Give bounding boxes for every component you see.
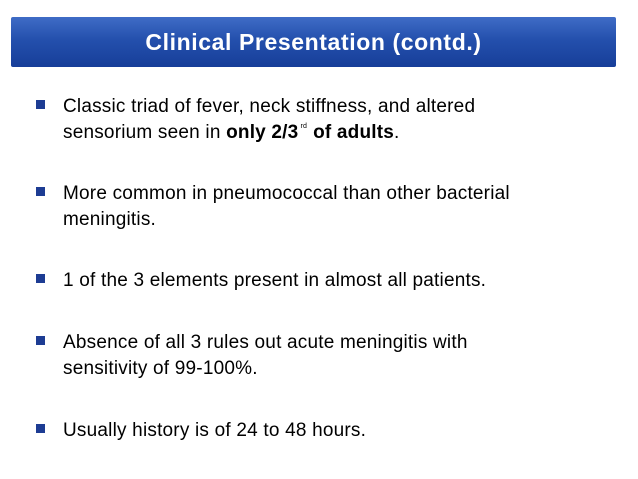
- emphasis-text: of adults: [313, 122, 395, 143]
- bullet-text: [63, 268, 563, 294]
- bullet-text: [63, 181, 563, 233]
- bullet-text: [63, 330, 563, 382]
- bullet-line: Absence of all 3 rules out acute meningitis with: [63, 332, 468, 353]
- bullet-line: [63, 120, 563, 146]
- square-bullet-icon: [36, 274, 45, 283]
- text-run: sensorium seen in: [63, 122, 227, 143]
- bullet-line: Classic triad of fever, neck stiffness, and altered: [63, 96, 476, 117]
- bullet-line: sensitivity of 99-100%.: [63, 358, 258, 379]
- square-bullet-icon: [36, 424, 45, 433]
- bullet-line: 1 of the 3 elements present in almost all patients.: [63, 270, 487, 291]
- text-run: .: [394, 122, 400, 143]
- emphasis-text: only 2/3: [226, 122, 299, 143]
- bullet-line: More common in pneumococcal than other bacterial: [63, 183, 510, 204]
- square-bullet-icon: [36, 336, 45, 345]
- slide-title: Clinical Presentation (contd.): [145, 28, 482, 55]
- bullet-line: meningitis.: [63, 209, 157, 230]
- square-bullet-icon: [36, 187, 45, 196]
- bullet-text: [63, 418, 563, 444]
- square-bullet-icon: [36, 100, 45, 109]
- bullet-line: Usually history is of 24 to 48 hours.: [63, 420, 367, 441]
- bullet-text: [63, 94, 563, 146]
- superscript-text: rd: [300, 123, 308, 130]
